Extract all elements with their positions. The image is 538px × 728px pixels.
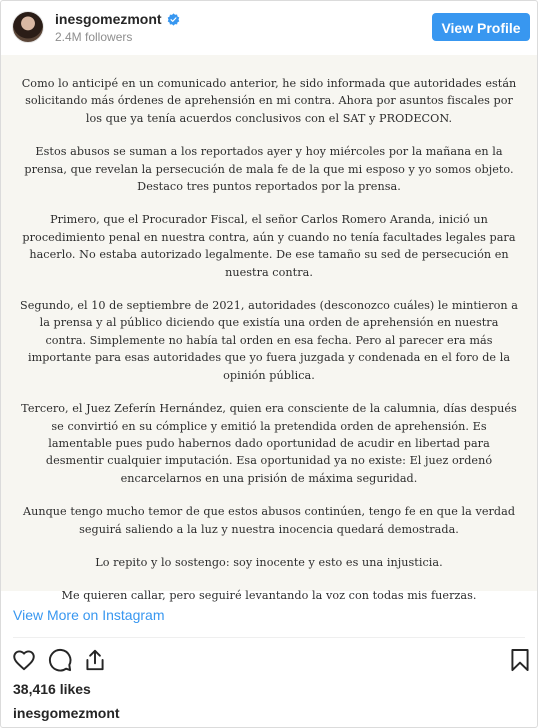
username-row xyxy=(55,11,180,27)
verified-badge-icon xyxy=(167,13,180,26)
post-image[interactable] xyxy=(1,55,537,603)
view-profile-button[interactable]: View Profile xyxy=(432,13,530,41)
avatar[interactable] xyxy=(12,11,44,43)
heart-icon[interactable] xyxy=(11,647,37,673)
bookmark-icon[interactable] xyxy=(507,647,533,673)
view-more-link[interactable]: View More on Instagram xyxy=(13,607,165,623)
statement-paragraph: Tercero, el Juez Zeferín Hernández, quien era consciente de la calumnia, días después se convirtió en su cómplice y emitió la pretendida orden de aprehensión. Es lamentable pues pudo habernos dado oportunidad de acudir en libertad para desmentir cualquier imputación. Esa oportunidad ya no existe: El juez ordenó encarcelarnos en una prisión de máxima seguridad. xyxy=(21,402,517,485)
action-bar xyxy=(1,645,537,675)
post-header xyxy=(1,1,537,55)
divider xyxy=(13,637,525,638)
share-icon[interactable] xyxy=(82,647,108,673)
statement-paragraph: Primero, que el Procurador Fiscal, el señor Carlos Romero Aranda, inició un procedimiento penal en nuestra contra, aún y cuando no tenía facultades legales para hacerlo. No estaba autorizado legalmente. De ese tamaño su sed de persecución en nuestra contra. xyxy=(22,213,516,279)
username[interactable]: inesgomezmont xyxy=(55,11,162,27)
comment-icon[interactable] xyxy=(47,647,73,673)
likes-count[interactable]: 38,416 likes xyxy=(13,681,91,697)
statement-paragraph: Aunque tengo mucho temor de que estos abusos continúen, tengo fe en que la verdad seguirá saliendo a la luz y nuestra inocencia quedará demostrada. xyxy=(22,505,516,536)
statement-paragraph: Lo repito y lo sostengo: soy inocente y esto es una injusticia. xyxy=(95,555,443,569)
statement-paragraph: Como lo anticipé en un comunicado anterior, he sido informada que autoridades están solicitando más órdenes de aprehensión en mi contra. Ahora por asuntos fiscales por los que ya tenía acuerdos conclusivos con el SAT y PRODECON. xyxy=(21,77,517,125)
followers-count: 2.4M followers xyxy=(55,30,133,44)
statement-paragraph: Segundo, el 10 de septiembre de 2021, autoridades (desconozco cuáles) le mintieron a la prensa y al público diciendo que existía una orden de aprehensión en nuestra contra. Simplemente no había tal orden en esa fecha. Pero al parecer era más importante para esas autoridades que yo fuera juzgada y condenada en el foro de la opinión pública. xyxy=(20,299,518,382)
caption-username[interactable]: inesgomezmont xyxy=(13,705,120,721)
statement-paragraph: Estos abusos se suman a los reportados ayer y hoy miércoles por la mañana en la prensa, que revelan la persecución de mala fe de la que mi esposo y yo somos objeto. Destaco tres puntos reportados por la prensa. xyxy=(24,145,514,194)
statement-paragraph: Me quieren callar, pero seguiré levantando la voz con todas mis fuerzas. xyxy=(61,589,477,603)
